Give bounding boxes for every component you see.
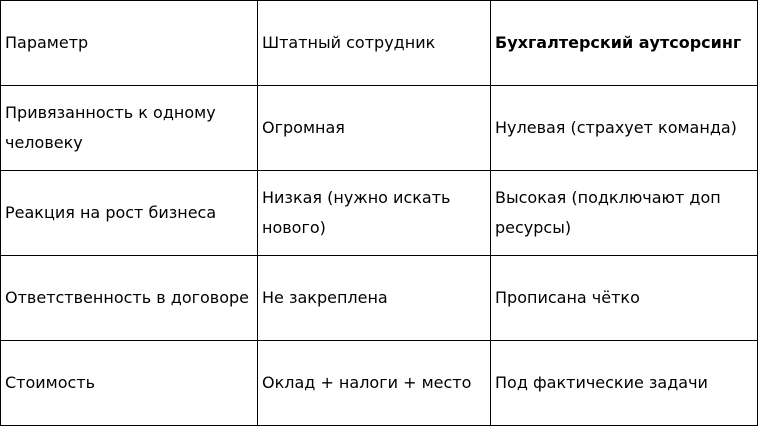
- staff-cell: Огромная: [258, 86, 491, 171]
- param-cell: Стоимость: [1, 341, 258, 426]
- staff-cell: Не закреплена: [258, 256, 491, 341]
- outsourcing-cell: Высокая (подключают доп ресурсы): [491, 171, 758, 256]
- staff-cell: Оклад + налоги + место: [258, 341, 491, 426]
- table-row: [1, 171, 758, 256]
- outsourcing-cell: Прописана чётко: [491, 256, 758, 341]
- outsourcing-cell: Под фактические задачи: [491, 341, 758, 426]
- param-cell: Ответственность в договоре: [1, 256, 258, 341]
- header-cell-outsourcing: Бухгалтерский аутсорсинг: [491, 1, 758, 86]
- header-cell-staff: Штатный сотрудник: [258, 1, 491, 86]
- table-row: [1, 256, 758, 341]
- table-row: [1, 86, 758, 171]
- table-header-row: [1, 1, 758, 86]
- param-cell: Привязанность к одному человеку: [1, 86, 258, 171]
- table-row: [1, 341, 758, 426]
- staff-cell: Низкая (нужно искать нового): [258, 171, 491, 256]
- param-cell: Реакция на рост бизнеса: [1, 171, 258, 256]
- outsourcing-cell: Нулевая (страхует команда): [491, 86, 758, 171]
- header-cell-parameter: Параметр: [1, 1, 258, 86]
